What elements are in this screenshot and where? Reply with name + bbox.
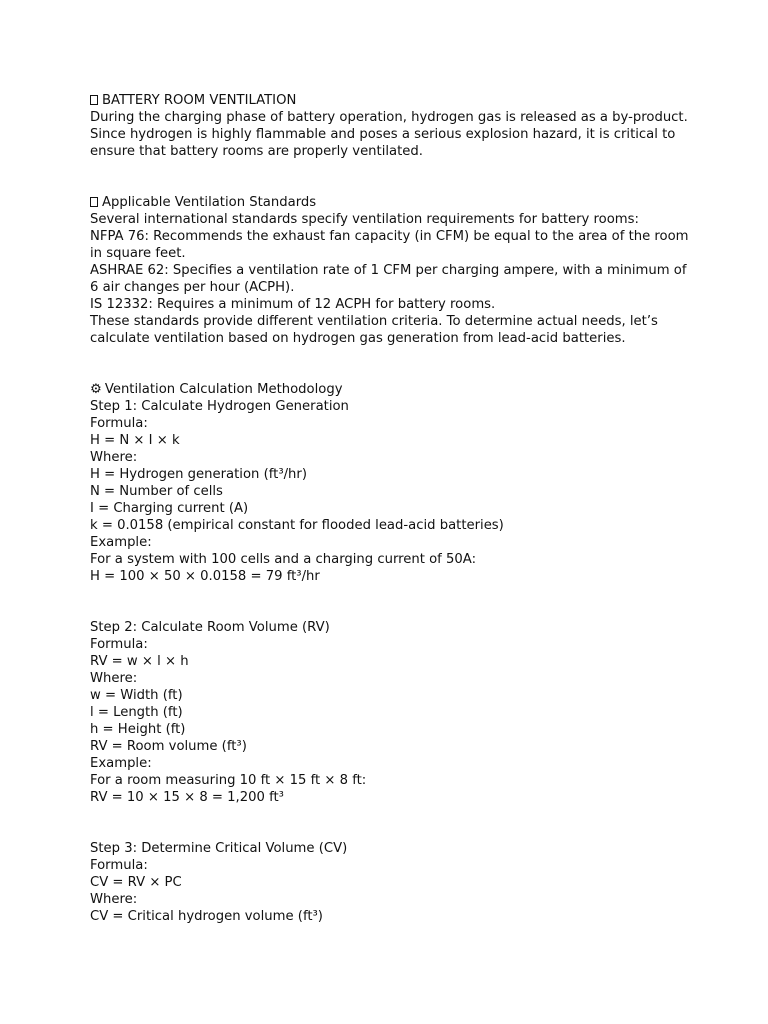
- paragraph: These standards provide different ventilation criteria. To determine actual needs, let’s calculate ventilation based on hydrogen gas generation from lead-acid batteries.: [90, 314, 658, 346]
- missing-glyph-icon: [90, 197, 98, 207]
- section-title: Applicable Ventilation Standards: [102, 195, 317, 210]
- standard-is: IS 12332: Requires a minimum of 12 ACPH for battery rooms.: [90, 297, 496, 312]
- section-heading: [90, 194, 690, 211]
- definition: CV = Critical hydrogen volume (ft³): [90, 909, 323, 924]
- example-result: H = 100 × 50 × 0.0158 = 79 ft³/hr: [90, 569, 320, 584]
- section-title: Ventilation Calculation Methodology: [104, 382, 343, 397]
- formula-label: Formula:: [90, 416, 148, 431]
- paragraph: During the charging phase of battery operation, hydrogen gas is released as a by-product. Since hydrogen is highly flammable and poses a serious explosion hazard, it is critical to ensure that battery rooms are properly ventilated.: [90, 110, 688, 159]
- section-heading: [90, 92, 690, 109]
- example-result: RV = 10 × 15 × 8 = 1,200 ft³: [90, 790, 284, 805]
- step-title: Step 3: Determine Critical Volume (CV): [90, 841, 348, 856]
- example-text: For a system with 100 cells and a charging current of 50A:: [90, 552, 477, 567]
- definition: w = Width (ft): [90, 688, 183, 703]
- step-title: Step 2: Calculate Room Volume (RV): [90, 620, 330, 635]
- where-label: Where:: [90, 450, 138, 465]
- definition: l = Length (ft): [90, 705, 183, 720]
- document-page: [90, 92, 690, 925]
- section-title: BATTERY ROOM VENTILATION: [102, 93, 297, 108]
- example-label: Example:: [90, 535, 152, 550]
- where-label: Where:: [90, 671, 138, 686]
- formula: H = N × I × k: [90, 433, 180, 448]
- formula-label: Formula:: [90, 637, 148, 652]
- formula-label: Formula:: [90, 858, 148, 873]
- formula: RV = w × l × h: [90, 654, 189, 669]
- definition: N = Number of cells: [90, 484, 223, 499]
- example-label: Example:: [90, 756, 152, 771]
- paragraph: Several international standards specify ventilation requirements for battery rooms:: [90, 212, 639, 227]
- standard-nfpa: NFPA 76: Recommends the exhaust fan capacity (in CFM) be equal to the area of the room in square feet.: [90, 229, 689, 261]
- example-text: For a room measuring 10 ft × 15 ft × 8 ft:: [90, 773, 367, 788]
- section-applicable-standards: [90, 194, 690, 347]
- section-battery-room-ventilation: [90, 92, 690, 160]
- gear-icon: ⚙: [90, 382, 102, 397]
- missing-glyph-icon: [90, 95, 98, 105]
- section-calculation-methodology: [90, 381, 690, 585]
- where-label: Where:: [90, 892, 138, 907]
- section-step-3: [90, 840, 690, 925]
- section-heading: [90, 381, 690, 398]
- standard-ashrae: ASHRAE 62: Specifies a ventilation rate of 1 CFM per charging ampere, with a minimum of 6 air changes per hour (ACPH).: [90, 263, 687, 295]
- formula: CV = RV × PC: [90, 875, 182, 890]
- definition: RV = Room volume (ft³): [90, 739, 247, 754]
- step-title: Step 1: Calculate Hydrogen Generation: [90, 399, 349, 414]
- definition: H = Hydrogen generation (ft³/hr): [90, 467, 307, 482]
- definition: k = 0.0158 (empirical constant for flooded lead-acid batteries): [90, 518, 504, 533]
- definition: h = Height (ft): [90, 722, 186, 737]
- section-step-2: [90, 619, 690, 806]
- definition: I = Charging current (A): [90, 501, 249, 516]
